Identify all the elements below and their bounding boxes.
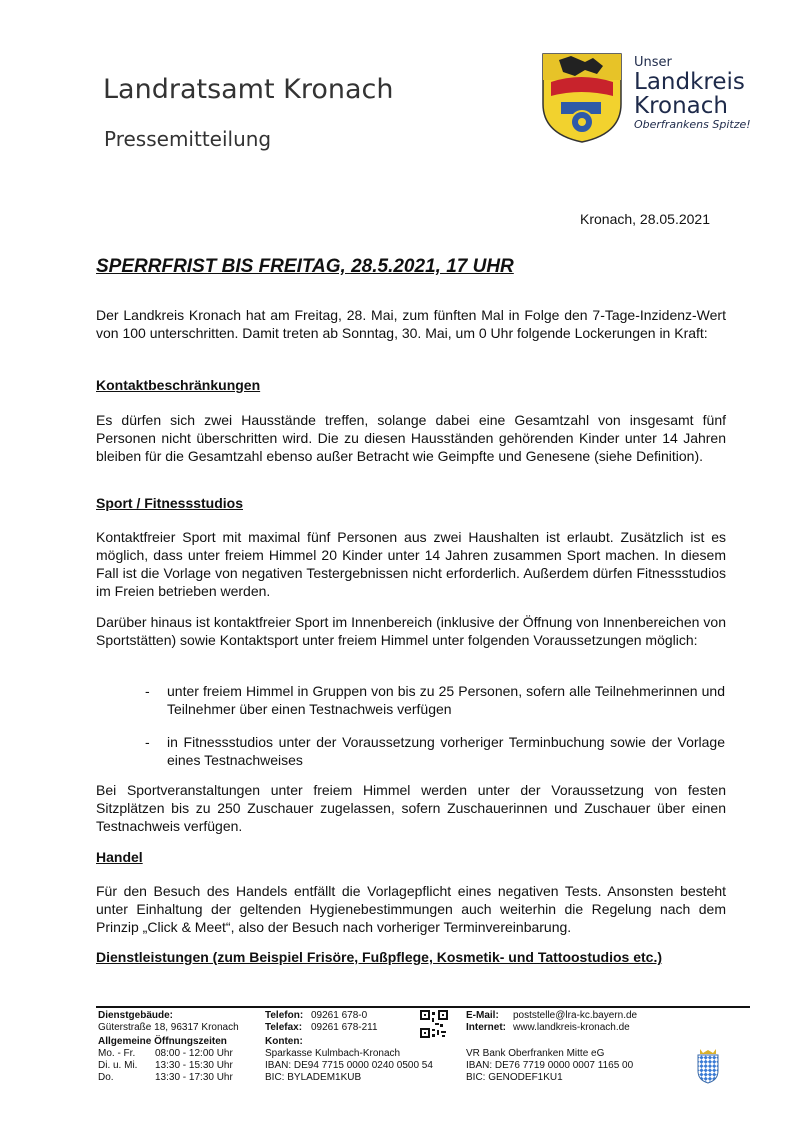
footer-divider [96, 1006, 750, 1008]
footer-iban: IBAN: DE94 7715 0000 0240 0500 54 [265, 1060, 433, 1071]
brand-slogan: Oberfrankens Spitze! [634, 118, 751, 131]
footer-tel-label: Telefon: [265, 1010, 304, 1021]
bullet-dash: - [145, 734, 150, 750]
sport-text-1: Kontaktfreier Sport mit maximal fünf Personen aus zwei Haushalten ist erlaubt. Zusätzlich ist es möglich, dass unter freiem Himmel 20 Kinder unter 14 Jahren zusammen Sport machen. In diesem Fall ist die Vorlage von negativen Testergebnissen nicht erforderlich. Außerdem dürfen Fitnessstudios im Freien betrieben werden. [96, 529, 726, 599]
page-title: Landratsamt Kronach [103, 74, 394, 105]
footer-hours-day: Di. u. Mi. [98, 1060, 138, 1071]
qr-code-icon [420, 1010, 448, 1038]
footer-fax: 09261 678-211 [311, 1022, 378, 1033]
footer-bank: VR Bank Oberfranken Mitte eG [466, 1048, 605, 1059]
footer-fax-label: Telefax: [265, 1022, 303, 1033]
page-subtitle: Pressemitteilung [104, 127, 272, 151]
date: Kronach, 28.05.2021 [580, 211, 710, 227]
footer-tel: 09261 678-0 [311, 1010, 368, 1021]
bavarian-coat-of-arms-icon [693, 1047, 723, 1085]
section-title-kontakt: Kontaktbeschränkungen [96, 377, 261, 393]
footer-hours-day: Mo. - Fr. [98, 1048, 136, 1059]
footer-bank: Sparkasse Kulmbach-Kronach [265, 1048, 401, 1059]
brand-logo [634, 56, 751, 132]
footer-iban: IBAN: DE76 7719 0000 0007 1165 00 [466, 1060, 634, 1071]
footer-hours-time: 13:30 - 17:30 Uhr [155, 1072, 233, 1083]
brand-small: Unser [634, 55, 672, 70]
footer-mail-label: E-Mail: [466, 1010, 499, 1021]
footer-hours-day: Do. [98, 1072, 114, 1083]
kontakt-text: Es dürfen sich zwei Hausstände treffen, solange dabei eine Gesamtzahl von insgesamt fünf Personen nicht überschritten wird. Die zu diesen Hausständen gehörenden Kinder unter 14 Jahren bleiben für die Gesamtzahl ebenso außer Betracht wie Geimpfte und Genesene (siehe Definition). [96, 412, 726, 464]
brand-line2: Kronach [634, 93, 728, 119]
footer-address: Güterstraße 18, 96317 Kronach [98, 1022, 239, 1033]
footer-web[interactable]: www.landkreis-kronach.de [513, 1022, 630, 1033]
footer-hours-label: Allgemeine Öffnungszeiten [98, 1036, 227, 1047]
section-title-handel: Handel [96, 849, 143, 865]
footer-konten-label: Konten: [265, 1036, 303, 1047]
footer-web-label: Internet: [466, 1022, 506, 1033]
section-title-dienstleistungen: Dienstleistungen (zum Beispiel Frisöre, Fußpflege, Kosmetik- und Tattoostudios etc.) [96, 949, 663, 965]
handel-text: Für den Besuch des Handels entfällt die Vorlagepflicht eines negativen Tests. Ansonsten besteht unter Einhaltung der geltenden Hygienebestimmungen auch weiterhin die Regelung nach dem Prinzip „Click & Meet“, also der Besuch nach vorheriger Terminvereinbarung. [96, 883, 726, 935]
bullet-text: in Fitnessstudios unter der Voraussetzung vorheriger Terminbuchung sowie der Vorlage eines Testnachweises [167, 734, 725, 768]
coat-of-arms-icon [541, 52, 623, 144]
headline: SPERRFRIST BIS FREITAG, 28.5.2021, 17 UHR [96, 256, 514, 277]
sport-text-2: Darüber hinaus ist kontaktfreier Sport im Innenbereich (inklusive der Öffnung von Innenbereichen von Sportstätten) sowie Kontaktsport unter freiem Himmel unter folgenden Voraussetzungen möglich: [96, 614, 726, 648]
intro-text: Der Landkreis Kronach hat am Freitag, 28. Mai, zum fünften Mal in Folge den 7-Tage-Inzidenz-Wert von 100 unterschritten. Damit treten ab Sonntag, 30. Mai, um 0 Uhr folgende Lockerungen in Kraft: [96, 307, 726, 341]
footer-hours-time: 13:30 - 15:30 Uhr [155, 1060, 233, 1071]
footer-bic: BIC: GENODEF1KU1 [466, 1072, 563, 1083]
section-title-sport: Sport / Fitnessstudios [96, 495, 244, 511]
bullet-dash: - [145, 683, 150, 699]
footer-bic: BIC: BYLADEM1KUB [265, 1072, 362, 1083]
footer-mail[interactable]: poststelle@lra-kc.bayern.de [513, 1010, 638, 1021]
footer-dienst-label: Dienstgebäude: [98, 1010, 174, 1021]
brand-line1: Landkreis [634, 69, 745, 95]
sport-text-3: Bei Sportveranstaltungen unter freiem Himmel werden unter der Voraussetzung von festen Sitzplätzen bis zu 250 Zuschauer zugelassen, sofern Zuschauerinnen und Zuschauer über einen Testnachweis verfügen. [96, 782, 726, 834]
footer-hours-time: 08:00 - 12:00 Uhr [155, 1048, 233, 1059]
bullet-text: unter freiem Himmel in Gruppen von bis zu 25 Personen, sofern alle Teilnehmerinnen und Teilnehmer über einen Testnachweis verfügen [167, 683, 725, 717]
